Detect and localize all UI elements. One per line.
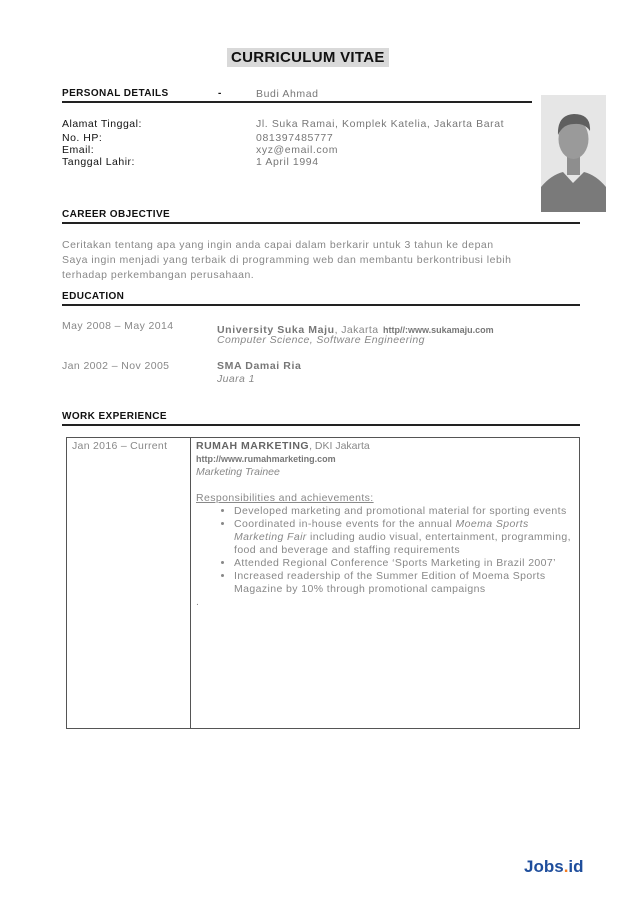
spacer	[196, 479, 574, 492]
phone-label: No. HP:	[62, 132, 103, 144]
job-date: Jan 2016 – Current	[72, 440, 168, 452]
career-line: Ceritakan tentang apa yang ingin anda capai dalam berkarir untuk 3 tahun ke depan	[62, 239, 494, 251]
person-silhouette-icon	[541, 95, 606, 212]
bullet-text: including audio visual, entertainment, programming, food and beverage and staffing requirements	[234, 531, 571, 556]
email-value: xyz@email.com	[256, 144, 339, 156]
school-name: University Suka Maju	[217, 324, 335, 336]
school-city: , Jakarta	[334, 324, 379, 336]
bullet-text: Coordinated in-house events for the annual	[234, 518, 456, 530]
school-url: http//:www.sukamaju.com	[382, 325, 494, 335]
work-rule	[62, 424, 580, 426]
event-name: Moema Sports Marketing Fair	[234, 518, 529, 543]
address-value: Jl. Suka Ramai, Komplek Katelia, Jakarta Barat	[256, 118, 505, 130]
education-date: May 2008 – May 2014	[62, 320, 174, 332]
logo-suffix-text: id	[568, 857, 584, 876]
list-item	[234, 518, 574, 557]
company-city: , DKI Jakarta	[309, 440, 370, 452]
education-heading: EDUCATION	[62, 291, 125, 302]
list-item: • Attended Regional Conference ‘Sports Marketing in Brazil 2007’	[234, 557, 574, 570]
responsibilities-list	[196, 505, 574, 596]
personal-details-heading: PERSONAL DETAILS	[62, 88, 169, 99]
jobs-id-logo	[524, 857, 584, 877]
person-name: Budi Ahmad	[256, 88, 319, 100]
logo-main-text: Jobs	[524, 857, 564, 876]
school-name: SMA Damai Ria	[217, 360, 302, 372]
education-detail: Computer Science, Software Engineering	[217, 334, 425, 346]
birthdate-value: 1 April 1994	[256, 156, 319, 168]
phone-value: 081397485777	[256, 132, 334, 144]
trailing-mark: .	[196, 596, 199, 608]
heading-dash: -	[218, 88, 222, 99]
birthdate-label: Tanggal Lahir:	[62, 156, 135, 168]
job-details	[196, 440, 574, 609]
career-rule	[62, 222, 580, 224]
document-title: CURRICULUM VITAE	[227, 48, 389, 67]
career-objective-heading: CAREER OBJECTIVE	[62, 209, 171, 220]
company-name: RUMAH MARKETING	[196, 440, 310, 452]
table-divider	[190, 437, 191, 729]
list-item: • Developed marketing and promotional material for sporting events	[234, 505, 574, 518]
education-date: Jan 2002 – Nov 2005	[62, 360, 170, 372]
logo-dot: .	[563, 857, 569, 876]
career-line: Saya ingin menjadi yang terbaik di programming web dan membantu berkontribusi lebih	[62, 254, 512, 266]
career-line: terhadap perkembangan perusahaan.	[62, 269, 255, 281]
job-role: Marketing Trainee	[196, 466, 280, 478]
career-objective-text	[62, 238, 582, 283]
company-url: http://www.rumahmarketing.com	[196, 454, 336, 464]
education-detail: Juara 1	[217, 373, 255, 385]
address-label: Alamat Tinggal:	[62, 118, 142, 130]
list-item: • Increased readership of the Summer Edition of Moema Sports Magazine by 10% through promotional campaigns	[234, 570, 574, 596]
work-experience-heading: WORK EXPERIENCE	[62, 411, 167, 422]
education-rule	[62, 304, 580, 306]
responsibilities-heading: Responsibilities and achievements:	[196, 492, 374, 504]
personal-rule	[62, 101, 532, 103]
job-company-line	[196, 440, 574, 453]
email-label: Email:	[62, 144, 95, 156]
